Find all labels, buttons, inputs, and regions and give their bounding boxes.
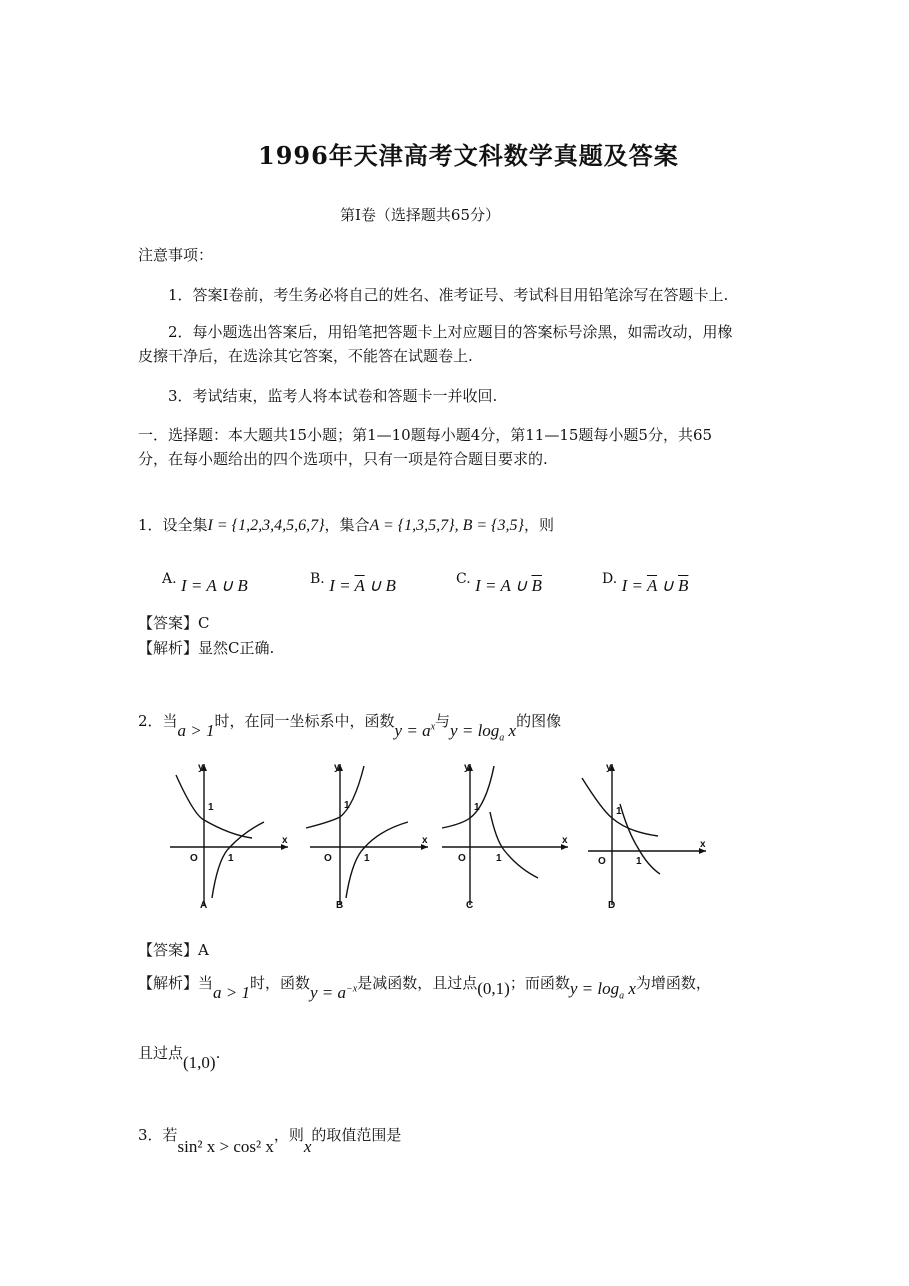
svg-text:1: 1 [344, 800, 350, 811]
q2-stem: 2．当a > 1时，在同一坐标系中，函数$y = a^x$与$y = \log_a x$的图像 [138, 712, 562, 744]
q2-f2: $y = \log_a x$ [450, 721, 517, 744]
graph-label: A [200, 900, 208, 910]
svg-text:O: O [190, 853, 198, 864]
svg-text:x: x [422, 835, 428, 846]
graph-label: B [336, 900, 344, 910]
q1-analysis: 【解析】显然C正确. [138, 639, 275, 657]
svg-text:1: 1 [474, 802, 480, 813]
q1-option-b: B. $I = \overline{A}$ ∪ B [310, 571, 396, 595]
svg-text:1: 1 [616, 806, 622, 817]
svg-text:x: x [700, 839, 706, 850]
svg-text:y: y [606, 762, 612, 773]
svg-text:y: y [334, 762, 340, 773]
svg-text:y: y [464, 762, 470, 773]
notice-item: 2．每小题选出答案后，用铅笔把答题卡上对应题目的答案标号涂黑，如需改动，用橡 [168, 323, 733, 341]
svg-text:O: O [598, 856, 606, 867]
q1-set-ab: A = {1,3,5,7}, B = {3,5} [369, 517, 524, 534]
svg-text:1: 1 [364, 853, 370, 864]
svg-text:x: x [282, 835, 288, 846]
svg-text:1: 1 [228, 853, 234, 864]
svg-text:1: 1 [496, 853, 502, 864]
q1-stem: 1．设全集I = {1,2,3,4,5,6,7}，集合A = {1,3,5,7}, B = {3,5}，则 [138, 516, 554, 534]
graph-label: C [466, 900, 474, 910]
q1-option-d: D. $I = \overline{A}$ ∪ $\overline{B}$ [602, 571, 689, 595]
q1-option-c: C. I = A ∪ $\overline{B}$ [456, 571, 542, 595]
q2-analysis: 【解析】当a > 1时，函数$y = a^{-x}$是减函数，且过点(0,1)；而函数$y = \log_a x$为增函数， [138, 974, 711, 1002]
part-intro: 一．选择题：本大题共15小题；第1—10题每小题4分，第11—15题每小题5分，共65 [138, 426, 713, 444]
svg-text:y: y [198, 762, 204, 773]
svg-text:1: 1 [208, 802, 214, 813]
q2-f1: $y = a^x$ [394, 721, 436, 740]
svg-text:O: O [458, 853, 466, 864]
q1-option-a: A. I = A ∪ B [162, 571, 248, 595]
q2-cond: a > 1 [177, 721, 215, 740]
q2-analysis-cont: 且过点(1,0). [138, 1044, 221, 1072]
notice-item-cont: 皮擦干净后，在选涂其它答案，不能答在试题卷上. [138, 347, 473, 365]
graph-a [160, 760, 290, 910]
svg-text:O: O [324, 853, 332, 864]
svg-text:1: 1 [636, 856, 642, 867]
graph-d [578, 760, 708, 910]
q1-answer: 【答案】C [138, 614, 210, 632]
page-title: 1996年天津高考文科数学真题及答案 [258, 141, 679, 170]
svg-text:x: x [562, 835, 568, 846]
part-intro: 分，在每小题给出的四个选项中，只有一项是符合题目要求的. [138, 450, 548, 468]
q2-answer: 【答案】A [138, 941, 209, 959]
graph-label: D [608, 900, 616, 910]
q3-stem: 3．若sin² x > cos² x，则x的取值范围是 [138, 1126, 402, 1156]
graph-b [300, 760, 430, 910]
notice-item: 3．考试结束，监考人将本试卷和答题卡一并收回. [168, 387, 498, 405]
section-heading: 第Ⅰ卷（选择题共65分） [340, 206, 501, 224]
notice-heading: 注意事项： [138, 246, 214, 264]
graph-c [440, 760, 570, 910]
notice-item: 1．答案Ⅰ卷前，考生务必将自己的姓名、准考证号、考试科目用铅笔涂写在答题卡上. [168, 286, 729, 304]
q1-set-i: I = {1,2,3,4,5,6,7} [207, 517, 325, 534]
